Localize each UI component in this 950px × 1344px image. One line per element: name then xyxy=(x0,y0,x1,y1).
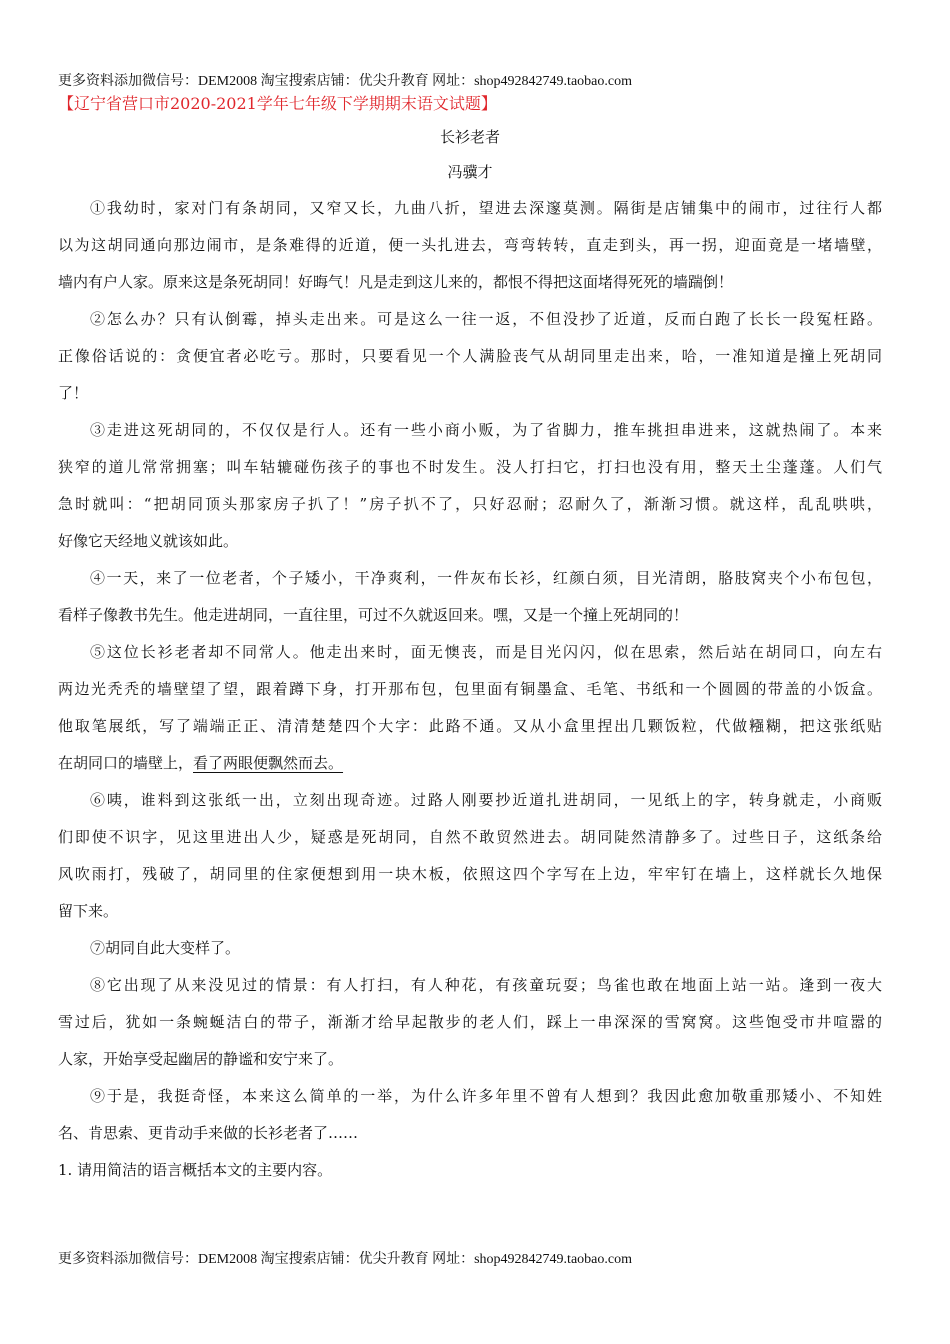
text-line: 风吹雨打，残破了，胡同里的住家便想到用一块木板，依照这四个字写在上边，牢牢钉在墙上，这样就长久地保 xyxy=(58,865,882,883)
text-segment: 在胡同口的墙壁上， xyxy=(58,754,194,772)
article-title: 长衫老者 xyxy=(439,128,500,146)
paragraph-3 xyxy=(58,412,882,560)
text-line: ③走进这死胡同的，不仅仅是行人。还有一些小商小贩，为了省脚力，推车挑担串进来，这就热闹了。本来 xyxy=(90,421,882,439)
question-1: 1. 请用简洁的语言概括本文的主要内容。 xyxy=(58,1161,333,1179)
text-line: 正像俗话说的：贪便宜者必吃亏。那时，只要看见一个人满脸丧气从胡同里走出来，哈，一准知道是撞上死胡同 xyxy=(58,347,882,365)
underlined-sentence: 看了两眼便飘然而去。 xyxy=(193,754,344,772)
exam-title: 【辽宁省营口市2020-2021学年七年级下学期期末语文试题】 xyxy=(58,94,497,113)
text-line xyxy=(58,745,882,782)
text-line: 他取笔展纸，写了端端正正、清清楚楚四个大字：此路不通。又从小盒里捏出几颗饭粒，代做糨糊，把这张纸贴 xyxy=(58,717,882,735)
page-header-contact: 更多资料添加微信号：DEM2008 淘宝搜索店铺：优尖升教育 网址：shop492842749.taobao.com xyxy=(58,74,632,89)
text-line: 两边光秃秃的墙壁望了望，跟着蹲下身，打开那布包，包里面有铜墨盒、毛笔、书纸和一个圆圆的带盖的小饭盒。 xyxy=(58,680,882,698)
text-line: 留下来。 xyxy=(58,902,119,920)
text-line: ①我幼时，家对门有条胡同，又窄又长，九曲八折，望进去深邃莫测。隔街是店铺集中的闹市，过往行人都 xyxy=(90,199,882,217)
text-line: 了！ xyxy=(58,384,89,402)
text-line: 墙内有户人家。原来这是条死胡同！好晦气！凡是走到这儿来的，都恨不得把这面堵得死死的墙踹倒！ xyxy=(58,273,734,291)
text-line: ②怎么办？只有认倒霉，掉头走出来。可是这么一往一返，不但没抄了近道，反而白跑了长长一段冤枉路。 xyxy=(90,310,882,328)
text-line: 人家，开始享受起幽居的静谧和安宁来了。 xyxy=(58,1050,344,1068)
text-line: 看样子像教书先生。他走进胡同，一直往里，可过不久就返回来。嘿，又是一个撞上死胡同的！ xyxy=(58,606,689,624)
paragraph-1 xyxy=(58,190,882,301)
text-line: 以为这胡同通向那边闹市，是条难得的近道，便一头扎进去，弯弯转转，直走到头，再一拐，迎面竟是一堵墙壁， xyxy=(58,236,882,254)
text-line: 急时就叫：“把胡同顶头那家房子扒了！”房子扒不了，只好忍耐；忍耐久了，渐渐习惯。就这样，乱乱哄哄， xyxy=(58,495,882,513)
text-line: 名、肯思索、更肯动手来做的长衫老者了…… xyxy=(58,1124,359,1142)
text-line: ⑤这位长衫老者却不同常人。他走出来时，面无懊丧，而是目光闪闪，似在思索，然后站在胡同口，向左右 xyxy=(90,643,882,661)
paragraph-2 xyxy=(58,301,882,412)
text-line: 好像它天经地义就该如此。 xyxy=(58,532,239,550)
text-line: 狭窄的道儿常常拥塞；叫车轱辘碰伤孩子的事也不时发生。没人打扫它，打扫也没有用，整天土尘蓬蓬。人们气 xyxy=(58,458,882,476)
paragraph-9 xyxy=(58,1078,882,1152)
paragraph-8 xyxy=(58,967,882,1078)
paragraph-4 xyxy=(58,560,882,634)
text-line: 雪过后，犹如一条蜿蜒洁白的带子，渐渐才给早起散步的老人们，踩上一串深深的雪窝窝。这些饱受市井喧嚣的 xyxy=(58,1013,882,1031)
paragraph-5 xyxy=(58,634,882,782)
text-line: 们即使不识字，见这里进出人少，疑惑是死胡同，自然不敢贸然进去。胡同陡然清静多了。过些日子，这纸条给 xyxy=(58,828,882,846)
text-line: ⑥咦，谁料到这张纸一出，立刻出现奇迹。过路人刚要抄近道扎进胡同，一见纸上的字，转身就走，小商贩 xyxy=(90,791,882,809)
paragraph-7 xyxy=(58,930,882,967)
article xyxy=(58,120,882,1189)
article-author: 冯骥才 xyxy=(447,163,493,181)
text-line: ⑨于是，我挺奇怪，本来这么简单的一举，为什么许多年里不曾有人想到？我因此愈加敬重那矮小、不知姓 xyxy=(90,1087,882,1105)
page-footer-contact: 更多资料添加微信号：DEM2008 淘宝搜索店铺：优尖升教育 网址：shop492842749.taobao.com xyxy=(58,1252,632,1267)
text-line: ⑧它出现了从来没见过的情景：有人打扫，有人种花，有孩童玩耍；鸟雀也敢在地面上站一站。逢到一夜大 xyxy=(90,976,882,994)
text-line: ④一天，来了一位老者，个子矮小，干净爽利，一件灰布长衫，红颜白须，目光清朗，胳肢窝夹个小布包包， xyxy=(90,569,882,587)
paragraph-6 xyxy=(58,782,882,930)
text-line: ⑦胡同自此大变样了。 xyxy=(90,939,241,957)
